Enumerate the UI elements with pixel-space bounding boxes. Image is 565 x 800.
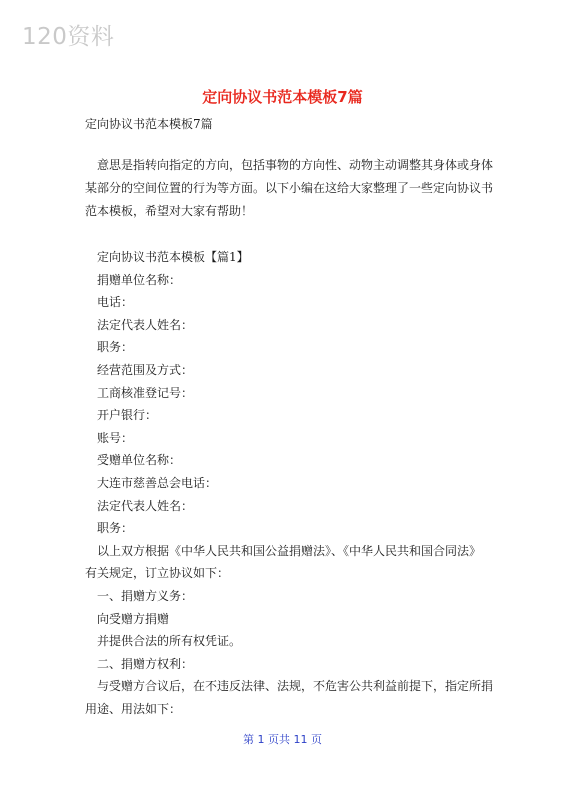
- intro-line: 某部分的空间位置的行为等方面。以下小编在这给大家整理了一些定向协议书: [85, 181, 494, 195]
- body-line: 职务：: [97, 521, 134, 536]
- watermark-logo: 120资料: [22, 24, 115, 50]
- body-line: 工商核准登记号：: [97, 385, 194, 400]
- body-line: 有关规定，订立协议如下：: [85, 566, 230, 581]
- page-number: 第 1 页共 11 页: [243, 733, 322, 746]
- intro-line: 范本模板，希望对大家有帮助！: [85, 204, 254, 218]
- intro-line: 意思是指转向指定的方向，包括事物的方向性、动物主动调整其身体或身体: [97, 158, 494, 172]
- body-line: 开户银行：: [97, 408, 158, 423]
- body-line: 受赠单位名称：: [97, 453, 182, 468]
- body-line: 以上双方根据《中华人民共和国公益捐赠法》、《中华人民共和国合同法》: [97, 543, 482, 558]
- body-line: 捐赠单位名称：: [97, 272, 182, 287]
- body-line: 向受赠方捐赠: [97, 611, 170, 626]
- body-line: 用途、用法如下：: [85, 701, 182, 716]
- document-subtitle: 定向协议书范本模板7篇: [85, 117, 213, 131]
- body-line: 大连市慈善总会电话：: [97, 475, 218, 490]
- body-line: 电话：: [97, 295, 134, 310]
- body-line: 法定代表人姓名：: [97, 317, 194, 332]
- body-line: 经营范围及方式：: [97, 362, 194, 377]
- body-line: 二、捐赠方权利：: [97, 656, 194, 671]
- document-title: 定向协议书范本模板7篇: [202, 88, 363, 106]
- agreement-body: [85, 246, 494, 720]
- body-line: 一、捐赠方义务：: [97, 588, 194, 603]
- section-heading: 定向协议书范本模板【篇1】: [97, 250, 249, 264]
- body-line: 并提供合法的所有权凭证。: [97, 634, 242, 649]
- body-line: 法定代表人姓名：: [97, 498, 194, 513]
- body-line: 职务：: [97, 340, 134, 355]
- intro-paragraph: [85, 154, 494, 223]
- body-line: 账号：: [97, 430, 134, 445]
- body-line: 与受赠方合议后，在不违反法律、法规，不危害公共利益前提下，指定所捐: [97, 679, 494, 694]
